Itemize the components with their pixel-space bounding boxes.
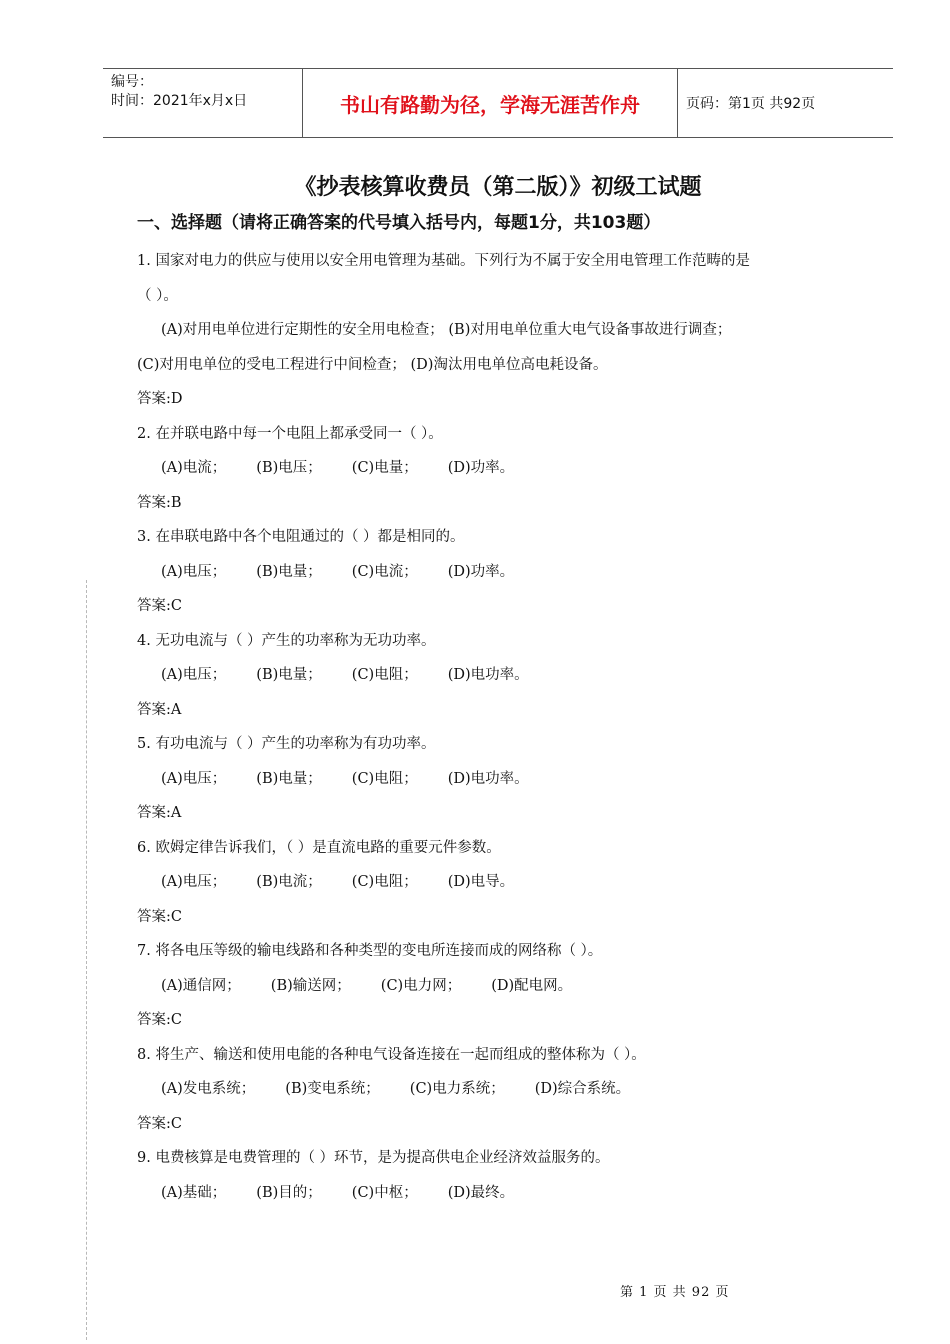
page-footer: 第 1 页 共 92 页	[620, 1285, 730, 1300]
option-b: (B)电量；	[256, 563, 322, 580]
question-text: 8. 将生产、输送和使用电能的各种电气设备连接在一起而组成的整体称为（ ）。	[137, 1046, 646, 1063]
page-header	[103, 68, 893, 138]
option-a: (A)电压；	[161, 874, 227, 890]
section-heading: 一、选择题（请将正确答案的代号填入括号内，每题1分，共103题）	[137, 213, 661, 233]
header-meta	[103, 69, 303, 137]
option-c: (C)电阻；	[351, 874, 418, 890]
option-a: (A)通信网；	[161, 977, 241, 994]
question-item	[137, 831, 877, 935]
option-c: (C)电流；	[351, 563, 418, 580]
option-c: (C)电阻；	[351, 667, 418, 683]
option-a: (A)发电系统；	[161, 1081, 256, 1097]
question-text: 1. 国家对电力的供应与使用以安全用电管理为基础。下列行为不属于安全用电管理工作范畴的是	[137, 253, 750, 269]
option-d: (D)综合系统。	[534, 1081, 631, 1097]
answer: 答案:A	[137, 805, 182, 821]
question-text: 4. 无功电流与（ ）产生的功率称为无功功率。	[137, 632, 436, 649]
option-a: (A)基础；	[161, 1184, 227, 1201]
answer: 答案:C	[137, 1115, 182, 1132]
option-c: (C)中枢；	[351, 1184, 418, 1201]
question-list	[137, 244, 877, 1210]
option-b: (B)电量；	[256, 770, 322, 787]
document-title: 《抄表核算收费员（第二版）》初级工试题	[294, 175, 702, 200]
option-b: (B)变电系统；	[285, 1081, 380, 1097]
option-a: (A)电压；	[161, 667, 227, 683]
answer: 答案:D	[137, 391, 183, 407]
question-item	[137, 624, 877, 728]
options	[137, 555, 877, 590]
option-d: (D)电导。	[447, 874, 515, 890]
answer: 答案:C	[137, 1012, 182, 1028]
answer: 答案:C	[137, 598, 182, 614]
options	[137, 658, 877, 693]
option-d: (D)功率。	[447, 563, 515, 580]
question-text-continued: （ ）。	[137, 287, 178, 304]
option-c: (C)电量；	[351, 460, 418, 476]
options	[137, 451, 877, 486]
options	[137, 1176, 877, 1211]
question-text: 3. 在串联电路中各个电阻通过的（ ）都是相同的。	[137, 529, 465, 545]
question-item	[137, 1038, 877, 1142]
question-item	[137, 244, 877, 417]
option-d: (D)最终。	[447, 1184, 515, 1201]
options	[137, 969, 877, 1004]
option-c: (C)电阻；	[351, 770, 418, 787]
header-motto: 书山有路勤为径，学海无涯苦作舟	[303, 69, 678, 137]
question-text: 6. 欧姆定律告诉我们，（ ）是直流电路的重要元件参数。	[137, 839, 501, 856]
question-text: 9. 电费核算是电费管理的（ ）环节，是为提高供电企业经济效益服务的。	[137, 1150, 610, 1166]
options-line: (A)对用电单位进行定期性的安全用电检查； (B)对用电单位重大电气设备事故进行调查；	[161, 322, 732, 338]
header-page-code: 页码：第1页 共92页	[686, 96, 816, 112]
option-c: (C)电力系统；	[409, 1081, 505, 1097]
binding-margin-line	[86, 580, 87, 1340]
option-a: (A)电流；	[161, 460, 227, 476]
question-item	[137, 417, 877, 521]
options	[137, 865, 877, 900]
option-d: (D)功率。	[447, 460, 515, 476]
question-text: 7. 将各电压等级的输电线路和各种类型的变电所连接而成的网络称（ ）。	[137, 943, 603, 959]
options	[137, 762, 877, 797]
question-item	[137, 934, 877, 1038]
question-item	[137, 520, 877, 624]
option-b: (B)输送网；	[270, 977, 351, 994]
options	[137, 1072, 877, 1107]
options-line: (C)对用电单位的受电工程进行中间检查； (D)淘汰用电单位高电耗设备。	[137, 356, 608, 373]
option-d: (D)配电网。	[491, 977, 573, 994]
answer: 答案:B	[137, 494, 182, 511]
option-d: (D)电功率。	[447, 770, 529, 787]
time-label: 时间：2021年x月x日	[111, 93, 248, 109]
option-a: (A)电压；	[161, 770, 227, 787]
answer: 答案:A	[137, 701, 182, 718]
option-a: (A)电压；	[161, 563, 227, 580]
option-b: (B)目的；	[256, 1184, 322, 1201]
question-text: 5. 有功电流与（ ）产生的功率称为有功功率。	[137, 736, 436, 752]
option-c: (C)电力网；	[380, 977, 462, 994]
option-d: (D)电功率。	[447, 667, 529, 683]
question-item	[137, 1141, 877, 1210]
option-b: (B)电流；	[256, 874, 322, 890]
option-b: (B)电压；	[256, 460, 322, 476]
question-item	[137, 727, 877, 831]
answer: 答案:C	[137, 908, 182, 925]
number-label: 编号：	[111, 74, 153, 90]
question-text: 2. 在并联电路中每一个电阻上都承受同一（ ）。	[137, 425, 443, 442]
option-b: (B)电量；	[256, 667, 322, 683]
